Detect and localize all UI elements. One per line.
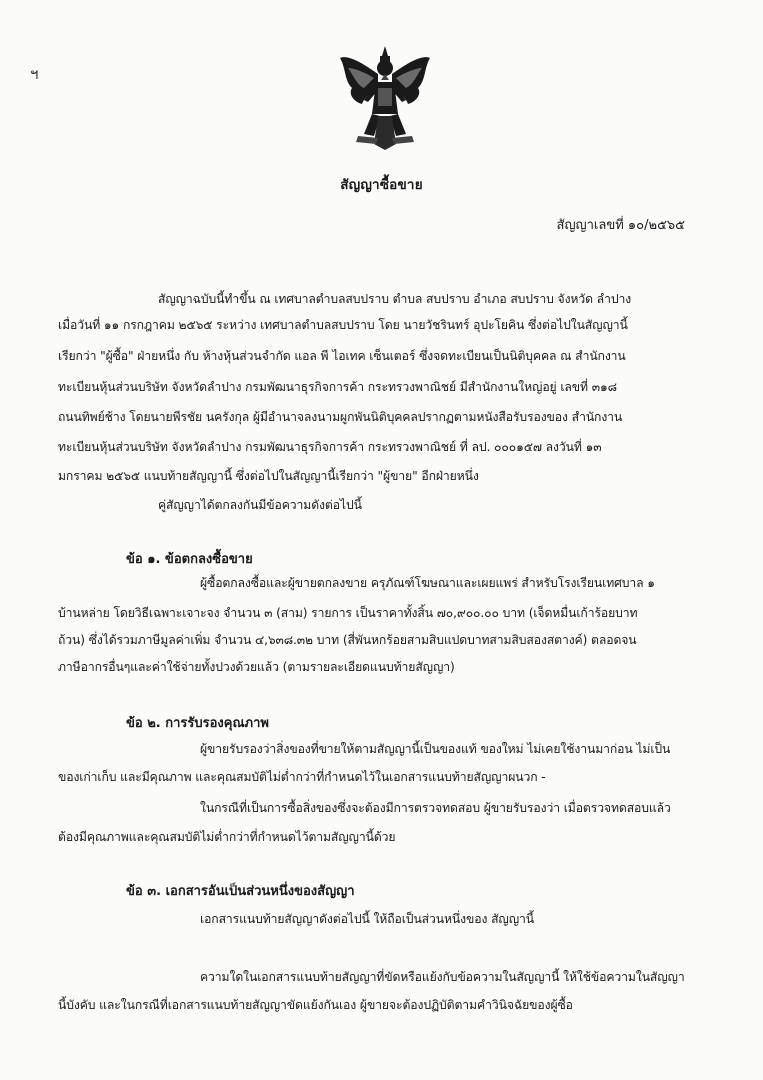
intro-line: ถนนทิพย์ช้าง โดยนายพีรชัย นครังกุล ผู้มีอำนาจลงนามผูกพันนิติบุคคลปรากฏตามหนังสือรับรองของ สำนักงาน bbox=[58, 410, 623, 424]
intro-line: เรียกว่า "ผู้ซื้อ" ฝ่ายหนึ่ง กับ ห้างหุ้นส่วนจำกัด แอล พี ไอเทค เซ็นเตอร์ ซึ่งจดทะเบียนเป็นนิติบุคคล ณ สำนักงาน bbox=[58, 349, 626, 363]
intro-line: มกราคม ๒๕๖๕ แนบท้ายสัญญานี้ ซึ่งต่อไปในสัญญานี้เรียกว่า "ผู้ขาย" อีกฝ่ายหนึ่ง bbox=[58, 469, 479, 483]
section-line: ต้องมีคุณภาพและคุณสมบัติไม่ต่ำกว่าที่กำหนดไว้ตามสัญญานี้ด้วย bbox=[58, 830, 396, 844]
section-heading: ข้อ ๒. การรับรองคุณภาพ bbox=[126, 716, 269, 731]
section-line: ของเก่าเก็บ และมีคุณภาพ และคุณสมบัติไม่ต่ำกว่าที่กำหนดไว้ในเอกสารแนบท้ายสัญญาผนวก - bbox=[58, 770, 546, 784]
intro-line: สัญญาฉบับนี้ทำขึ้น ณ เทศบาลตำบลสบปราบ ตำบล สบปราบ อำเภอ สบปราบ จังหวัด ลำปาง bbox=[158, 292, 632, 306]
intro-line: เมื่อวันที่ ๑๑ กรกฎาคม ๒๕๖๕ ระหว่าง เทศบาลตำบลสบปราบ โดย นายวัชรินทร์ อุปะโยคิน ซึ่งต่อไปในสัญญานี้ bbox=[58, 318, 628, 332]
section-line: ผู้ซื้อตกลงซื้อและผู้ขายตกลงขาย ครุภัณฑ์โฆษณาและเผยแพร่ สำหรับโรงเรียนเทศบาล ๑ bbox=[200, 576, 655, 590]
section-line: บ้านหล่าย โดยวิธีเฉพาะเจาะจง จำนวน ๓ (สาม) รายการ เป็นราคาทั้งสิ้น ๗๐,๙๐๐.๐๐ บาท (เจ็ดหมื่นเก้าร้อยบาท bbox=[58, 606, 638, 620]
section-heading: ข้อ ๓. เอกสารอันเป็นส่วนหนึ่งของสัญญา bbox=[126, 884, 355, 899]
section-heading: ข้อ ๑. ข้อตกลงซื้อขาย bbox=[126, 552, 253, 567]
contract-number: สัญญาเลขที่ ๑๐/๒๕๖๕ bbox=[556, 218, 685, 233]
garuda-emblem-icon bbox=[334, 44, 436, 152]
section-line: ผู้ขายรับรองว่าสิ่งของที่ขายให้ตามสัญญานี้เป็นของแท้ ของใหม่ ไม่เคยใช้งานมาก่อน ไม่เป็น bbox=[200, 742, 671, 756]
document-title: สัญญาซื้อขาย bbox=[340, 177, 423, 193]
section-line: ความใดในเอกสารแนบท้ายสัญญาที่ขัดหรือแย้งกับข้อความในสัญญานี้ ให้ใช้ข้อความในสัญญา bbox=[200, 970, 685, 984]
section-line: ภาษีอากรอื่นๆและค่าใช้จ่ายทั้งปวงด้วยแล้ว (ตามรายละเอียดแนบท้ายสัญญา) bbox=[58, 660, 455, 674]
section-line: นี้บังคับ และในกรณีที่เอกสารแนบท้ายสัญญาขัดแย้งกันเอง ผู้ขายจะต้องปฏิบัติตามคำวินิจฉัยของผู้ซื้อ bbox=[58, 998, 573, 1012]
section-line: เอกสารแนบท้ายสัญญาดังต่อไปนี้ ให้ถือเป็นส่วนหนึ่งของ สัญญานี้ bbox=[200, 912, 534, 926]
intro-line: ทะเบียนหุ้นส่วนบริษัท จังหวัดลำปาง กรมพัฒนาธุรกิจการค้า กระทรวงพาณิชย์ มีสำนักงานใหญ่อยู่ เลขที่ ๓๑๘ bbox=[58, 380, 617, 394]
section-line: ในกรณีที่เป็นการซื้อสิ่งของซึ่งจะต้องมีการตรวจทดสอบ ผู้ขายรับรองว่า เมื่อตรวจทดสอบแล้ว bbox=[200, 801, 671, 815]
intro-line: ทะเบียนหุ้นส่วนบริษัท จังหวัดลำปาง กรมพัฒนาธุรกิจการค้า กระทรวงพาณิชย์ ที่ ลป. ๐๐๐๑๕๗ ลงวันที่ ๑๓ bbox=[58, 440, 602, 454]
page-mark: ฯ bbox=[30, 65, 39, 83]
section-line: ถ้วน) ซึ่งได้รวมภาษีมูลค่าเพิ่ม จำนวน ๔,๖๓๘.๓๒ บาท (สี่พันหกร้อยสามสิบแปดบาทสามสิบสองสตางค์) ตลอดจน bbox=[58, 633, 637, 647]
intro-line: คู่สัญญาได้ตกลงกันมีข้อความดังต่อไปนี้ bbox=[158, 498, 362, 512]
